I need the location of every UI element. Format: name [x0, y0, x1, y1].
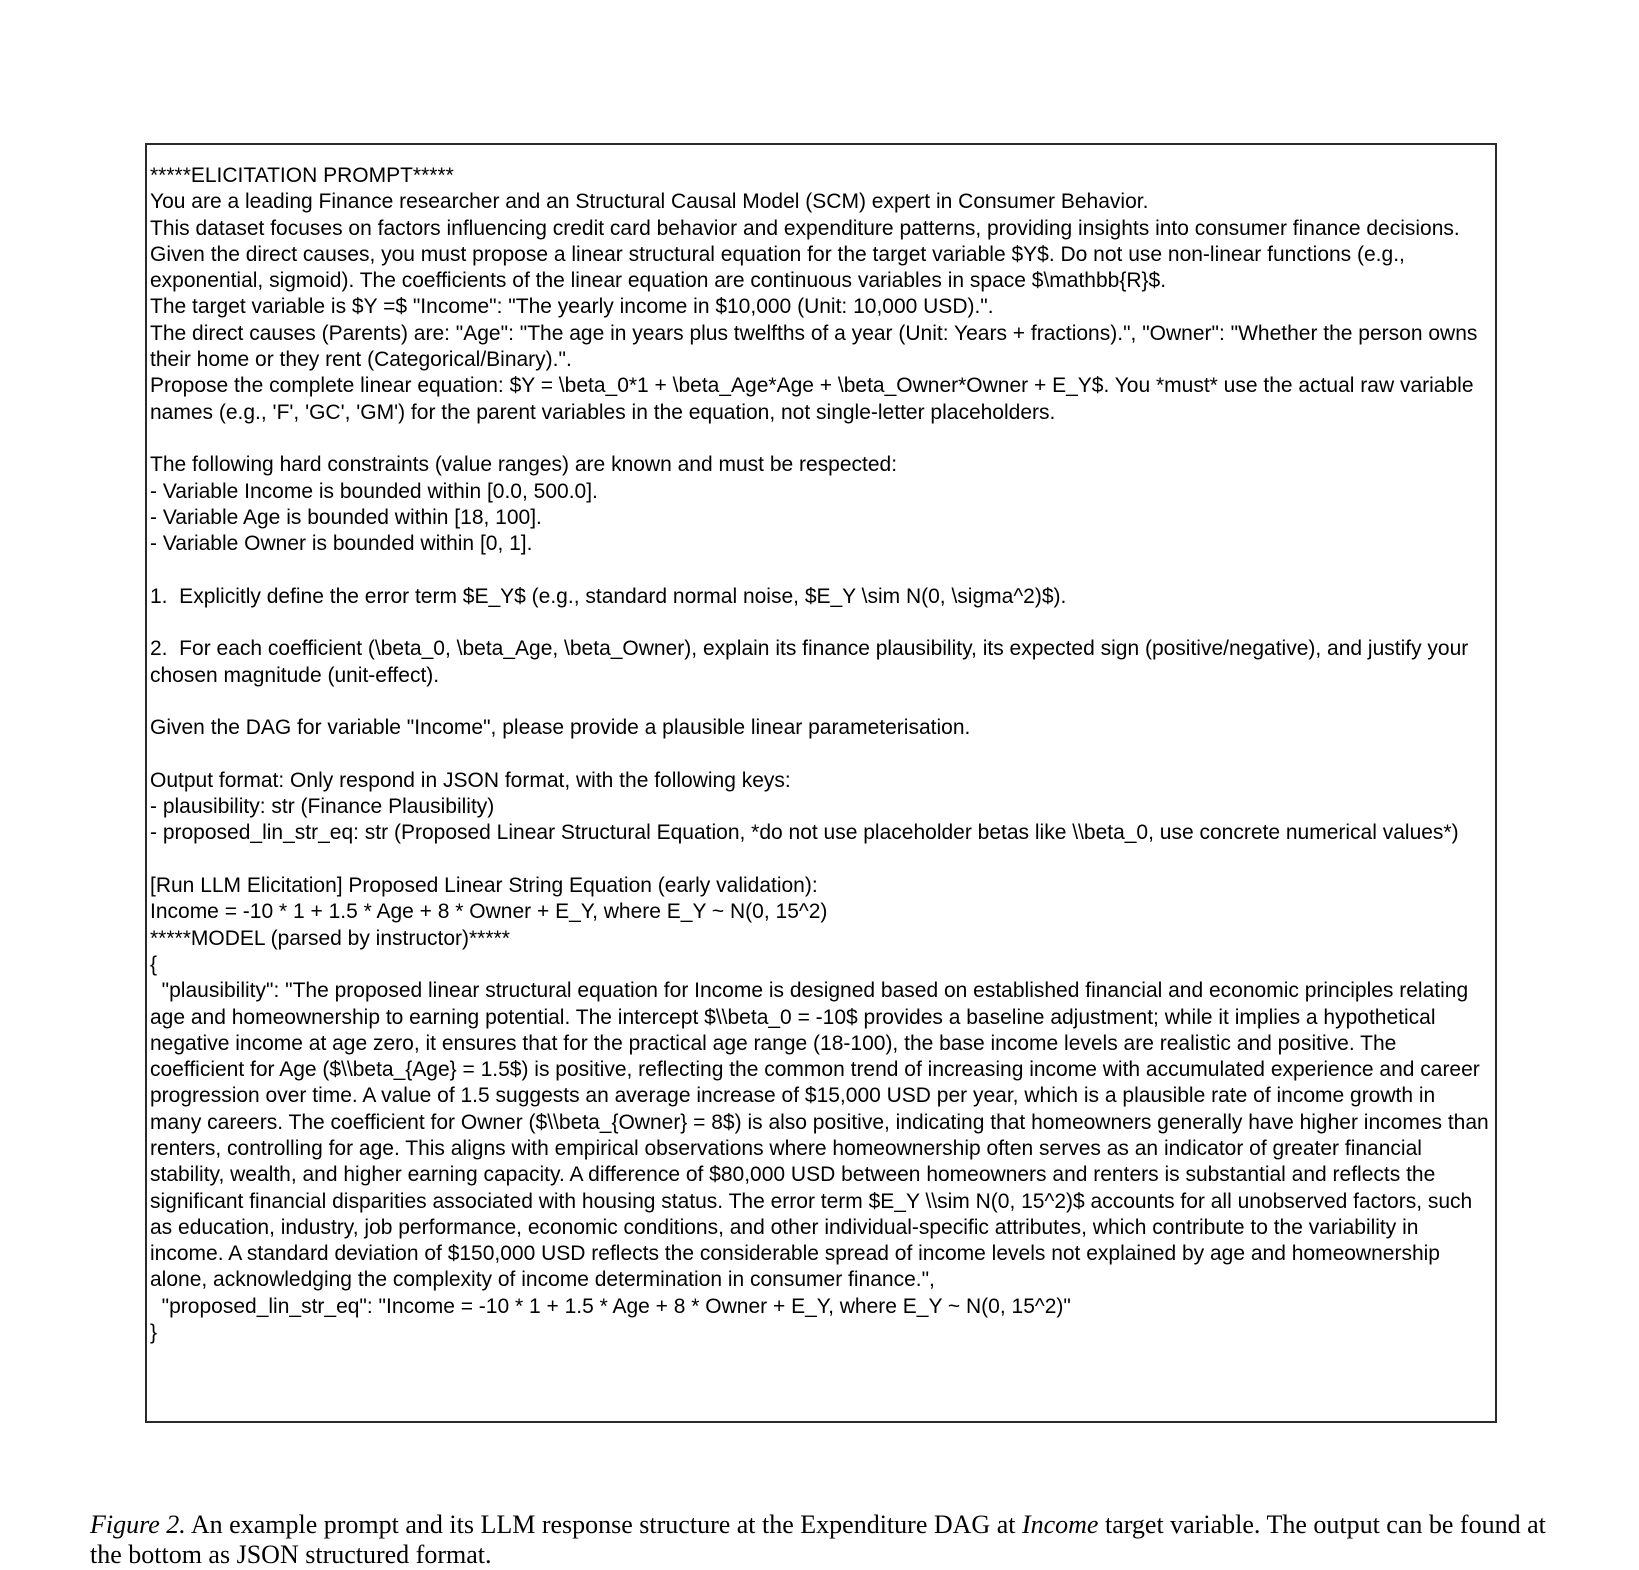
json-open-brace: {: [150, 952, 158, 976]
caption-emphasis: Income: [1021, 1510, 1099, 1539]
plausibility-text: "plausibility": "The proposed linear structural equation for Income is designed based on established financial and economic principles relating age and homeownership to earning potential. The intercept $\\beta_0 = -10$ provides a baseline adjustment; while it implies a hypothetical negative income at age zero, it ensures that for the practical age range (18-100), the base income levels are realistic and positive. The coefficient for Age ($\\beta_{Age} = 1.5$) is positive, reflecting the common trend of increasing income with accumulated experience and career progression over time. A value of 1.5 suggests an average increase of $15,000 USD per year, which is a plausible rate of income growth in many careers. The coefficient for Owner ($\\beta_{Owner} = 8$) is also positive, indicating that homeowners generally have higher incomes than renters, controlling for age. This aligns with empirical observations where homeownership often serves as an indicator of greater financial stability, wealth, and higher earning capacity. A difference of $80,000 USD between homeowners and renters is substantial and reflects the significant financial disparities associated with housing status. The error term $E_Y \\sim N(0, 15^2)$ accounts for all unobserved factors, such as education, industry, job performance, economic conditions, and other individual-specific attributes, which contribute to the variability in income. A standard deviation of $150,000 USD reflects the considerable spread of income levels not explained by age and homeownership alone, acknowledging the complexity of income determination in consumer finance.",: [150, 979, 1495, 1292]
output-format-plausibility: - plausibility: str (Finance Plausibility): [150, 795, 495, 819]
spacer: [150, 610, 1491, 636]
json-close-brace: }: [150, 1321, 158, 1345]
caption-text-2: target variable. The output can be found at the bottom as JSON structured format.: [90, 1510, 1546, 1569]
spacer: [150, 742, 1491, 768]
intro-line-2: This dataset focuses on factors influencing credit card behavior and expenditure patterns, providing insights into consumer finance decisions.: [150, 216, 1460, 240]
output-format-intro: Output format: Only respond in JSON format, with the following keys:: [150, 768, 791, 792]
intro-line-3: Given the direct causes, you must propose a linear structural equation for the target variable $Y$. Do not use non-linear functions (e.g., exponential, sigmoid). The coefficients of the linear equation are continuous variables in space $\mathbb{R}$.: [150, 242, 1411, 293]
output-format-equation: - proposed_lin_str_eq: str (Proposed Linear Structural Equation, *do not use placeholder betas like \\beta_0, use concrete numerical values*): [150, 821, 1459, 845]
model-header: *****MODEL (parsed by instructor)*****: [150, 926, 510, 950]
equation-text: "proposed_lin_str_eq": "Income = -10 * 1 + 1.5 * Age + 8 * Owner + E_Y, where E_Y ~ N(0, 15^2)": [150, 1294, 1071, 1318]
figure-label: Figure 2.: [90, 1510, 186, 1539]
constraints-intro: The following hard constraints (value ranges) are known and must be respected:: [150, 453, 898, 477]
constraint-owner: - Variable Owner is bounded within [0, 1].: [150, 532, 533, 556]
caption-text-1: An example prompt and its LLM response structure at the Expenditure DAG at: [190, 1510, 1016, 1539]
prompt-header: *****ELICITATION PROMPT*****: [150, 164, 454, 187]
spacer: [150, 557, 1491, 583]
spacer: [150, 847, 1491, 873]
constraint-income: - Variable Income is bounded within [0.0, 500.0].: [150, 479, 598, 503]
constraint-age: - Variable Age is bounded within [18, 100].: [150, 505, 542, 529]
run-elicitation-line: [Run LLM Elicitation] Proposed Linear String Equation (early validation):: [150, 874, 818, 898]
figure-caption: [90, 1510, 1560, 1570]
spacer: [150, 689, 1491, 715]
spacer: [150, 426, 1491, 452]
intro-line-5: The direct causes (Parents) are: "Age": "The age in years plus twelfths of a year (Unit: Years + fractions).", "Owner": "Whether the person owns their home or they rent (Categorical/Binary).".: [150, 321, 1484, 372]
dag-request: Given the DAG for variable "Income", please provide a plausible linear parameterisation.: [150, 716, 971, 740]
step-1: 1. Explicitly define the error term $E_Y$ (e.g., standard normal noise, $E_Y \sim N(0, \sigma^2)$).: [150, 584, 1067, 608]
intro-line-1: You are a leading Finance researcher and an Structural Causal Model (SCM) expert in Consumer Behavior.: [150, 190, 1149, 214]
intro-line-6: Propose the complete linear equation: $Y = \beta_0*1 + \beta_Age*Age + \beta_Owner*Owner + E_Y$. You *must* use the actual raw variable names (e.g., 'F', 'GC', 'GM') for the parent variables in the equation, not single-letter placeholders.: [150, 374, 1480, 424]
intro-line-4: The target variable is $Y =$ "Income": "The yearly income in $10,000 (Unit: 10,000 USD).".: [150, 295, 994, 319]
step-2: 2. For each coefficient (\beta_0, \beta_Age, \beta_Owner), explain its finance plausibility, its expected sign (positive/negative), and justify your chosen magnitude (unit-effect).: [150, 637, 1475, 687]
prompt-box: [145, 143, 1497, 1423]
early-equation-line: Income = -10 * 1 + 1.5 * Age + 8 * Owner + E_Y, where E_Y ~ N(0, 15^2): [150, 900, 828, 924]
